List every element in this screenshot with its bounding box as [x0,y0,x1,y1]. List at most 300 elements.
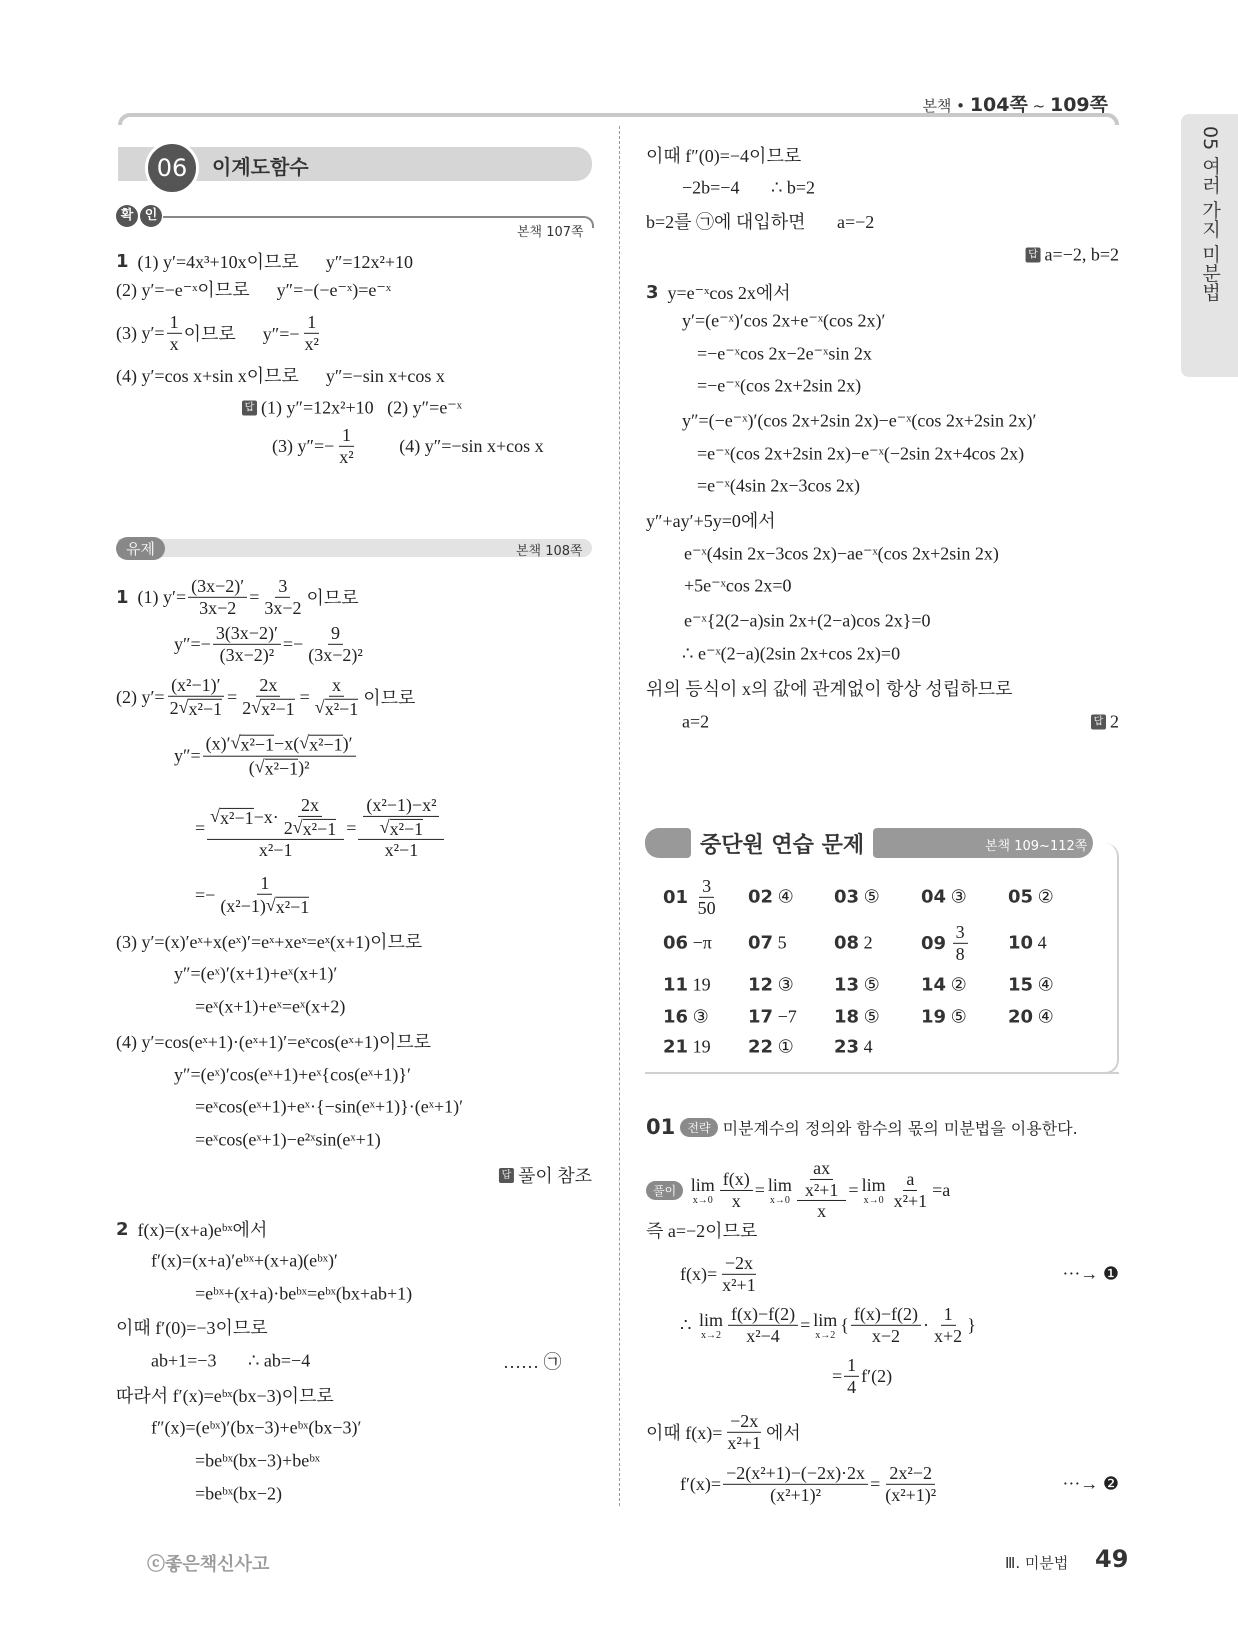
fraction [213,623,281,665]
denominator [336,447,356,468]
math-text: 따라서 f′(x)=eᵇˣ(bx−3)이므로 [116,1386,334,1406]
solution-line [242,398,462,419]
math-text: (3) y′=(x)′eˣ+x(eˣ)′=eˣ+xeˣ=eˣ(x+1)이므로 [116,932,423,952]
solution-line [116,312,324,354]
math-text: = [346,817,357,838]
math-text: )² [298,757,310,778]
problem-number: 07 [748,932,774,954]
denominator [695,898,719,919]
math-text: y″=(eˣ)′(x+1)+eˣ(x+1)′ [174,963,338,984]
solution-line [646,507,776,533]
math-text: (3x−2)′ [191,575,245,596]
math-text: (3x−2)² [219,644,275,665]
math-text: x² [339,446,354,467]
denominator [382,840,422,861]
denominator [167,696,225,719]
denominator [882,1485,939,1506]
limit-subscript: x→0 [692,1194,713,1206]
solution-line [697,476,860,497]
math-text: =beᵇˣ(bx−3)+beᵇˣ [195,1450,320,1471]
math-text: y″=(eˣ)′cos(eˣ+1)+eˣ{cos(eˣ+1)}′ [174,1064,411,1085]
math-text: …… ㉠ [503,1352,562,1372]
problem-number: 22 [748,1036,774,1058]
solution-line [272,425,544,467]
solution-line [834,887,880,908]
section-title: 이계도함수 [212,155,309,179]
math-text: 즉 a=−2이므로 [646,1221,758,1241]
numerator [298,795,322,817]
fraction [167,675,225,719]
radicand: √ x²−1 [309,734,343,755]
math-text: 에서 [765,1423,801,1443]
math-text: = [299,686,310,707]
solution-line [748,1007,797,1028]
answer-icon: 답 [242,401,257,416]
range-end: 109쪽 [1049,94,1108,116]
numerator [886,1463,935,1485]
problem-number: 04 [921,886,947,908]
math-text: (4) y″=−sin x+cos x [358,435,544,456]
limit-operator: lim [813,1309,838,1330]
math-text: ④ [1033,1006,1054,1027]
math-text: (x)′ [205,733,231,754]
denominator [312,696,361,719]
section-number: 06 [145,141,199,195]
problem-number: 14 [921,974,947,996]
solution-line [680,1463,941,1505]
problem-number: 11 [663,974,689,996]
math-text: a=−2, b=2 [1044,244,1119,265]
math-text: 1 [169,311,179,332]
math-text: 3x−2 [264,597,302,618]
square-root [210,806,253,829]
solution-line [116,276,391,302]
limit [699,1310,723,1341]
solution-line [697,444,1024,465]
numerator [723,1463,868,1485]
math-text: 1 [943,1303,953,1324]
math-text: 4 [1033,932,1047,953]
fraction [797,1158,847,1222]
solution-line [646,1411,801,1453]
math-text: 19 [688,1036,711,1057]
denominator [261,598,304,619]
solution-line [116,928,422,954]
math-text: =eˣcos(eˣ+1)−e²ˣsin(eˣ+1) [195,1129,381,1150]
math-text: (2) y′= [116,686,165,707]
fraction [719,1253,759,1295]
fraction [281,795,339,839]
square-root [299,733,342,756]
math-text: 5 [773,932,787,953]
math-text: x²+1 [727,1432,761,1453]
solution-line [684,576,792,597]
solution-line [116,248,413,274]
math-text: x²+1 [804,1179,839,1200]
math-text: =eᵇˣ+(x+a)·beᵇˣ=eᵇˣ(bx+ab+1) [195,1283,413,1304]
math-text: { [840,1314,849,1335]
denominator [196,598,239,619]
solution-line [195,1451,320,1472]
math-text: 1 [260,872,270,893]
math-text: =a [932,1179,951,1200]
numerator [213,623,281,645]
math-text: y″= [174,745,201,766]
math-text: = [800,1314,811,1335]
math-text: } [967,1314,976,1335]
numerator [257,873,272,895]
fraction [844,1355,859,1397]
math-text: f″(x)=(eᵇˣ)′(bx−3)+eᵇˣ(bx−3)′ [151,1417,362,1438]
problem-number: 16 [663,1006,689,1028]
solution-line [195,795,446,861]
fraction [188,576,247,618]
math-text: ③ [946,886,967,907]
math-text: x [817,1201,827,1222]
math-text: 이므로 [306,588,359,608]
math-text: −π [688,932,712,953]
numerator [728,1304,798,1326]
solution-line [832,1355,892,1397]
denominator [844,1377,859,1398]
math-text: 19 [688,974,711,995]
solution-line [682,178,815,199]
practice-ref: 본책 109~112쪽 [985,839,1088,854]
solution-line [682,644,900,665]
math-text: (x²+1)² [770,1484,822,1505]
problem-number: 01 [663,886,689,908]
math-text: 3 [278,575,288,596]
math-text: =− [282,633,304,654]
math-text: = [195,817,206,838]
limit-operator: lim [698,1309,723,1330]
answer-icon: 답 [1091,715,1106,730]
math-text: (1) y″=12x²+10 (2) y″=e⁻ˣ [261,397,463,418]
math-text: y″=(−e⁻ˣ)′(cos 2x+2sin 2x)−e⁻ˣ(cos 2x+2sin 2x)′ [682,410,1037,431]
fraction [336,425,356,467]
label-pill: 풀이 [646,1181,683,1200]
solution-line [116,675,415,719]
top-rule [118,113,1119,125]
math-text: y″+ay′+5y=0에서 [646,511,776,531]
answer-icon: 답 [1026,248,1041,263]
numerator [168,675,223,697]
solution-line [646,279,791,305]
solution-line [174,964,337,985]
solution-line [195,873,314,917]
denominator [729,1191,744,1212]
math-text: 2 [242,697,252,718]
denominator [869,1326,903,1347]
math-text: 풀이 참조 [517,1166,592,1186]
math-text: x²−1 [258,840,293,861]
math-text: 이때 f′(0)=−3이므로 [116,1318,268,1338]
math-text: 이므로 [363,687,416,708]
solution-line [1008,933,1047,954]
denominator [256,840,296,861]
math-text: = [227,686,238,707]
check-ref: 본책 107쪽 [517,225,584,240]
page-number: 49 [1095,1545,1129,1573]
solution-line [921,887,967,908]
square-root [380,817,423,840]
math-text: −2(x²+1)−(−2x)·2x [726,1462,866,1483]
solution-line [921,922,970,964]
math-text: 3x−2 [199,597,237,618]
problem-number: 20 [1008,1006,1034,1028]
numerator [699,876,714,898]
limit [691,1175,715,1206]
problem-number: 1 [116,250,129,272]
solution-line [748,933,787,954]
solution-line [697,344,872,365]
math-text: 1 [307,311,317,332]
denominator [767,1485,824,1506]
solution-line [680,1253,761,1295]
numerator [363,795,439,817]
problem-number: 01 [646,1115,676,1139]
math-text: (x²−1)−x² [366,794,437,815]
denominator [167,334,182,355]
problem-number: 2 [116,1218,129,1240]
math-text: 2 [283,817,293,838]
numerator [188,576,247,598]
math-text: f(x)−f(2) [730,1303,796,1324]
denominator [814,1201,829,1222]
radicand: √ x²−1 [302,818,337,839]
problem-number: 18 [834,1006,860,1028]
math-text: ···→ ❷ [1062,1473,1119,1494]
math-text: =−e⁻ˣcos 2x−2e⁻ˣsin 2x [697,343,872,364]
math-text: x [169,333,179,354]
math-text: a=2 [682,711,710,732]
problem-number: 19 [921,1006,947,1028]
solution-line [646,1217,757,1243]
limit-subscript: x→0 [863,1194,884,1206]
fraction [305,623,366,665]
math-text: (3) y′= [116,322,165,343]
numerator [203,733,356,757]
math-text: =e⁻ˣ(4sin 2x−3cos 2x) [697,475,860,496]
math-text: −2x [724,1252,753,1273]
fraction [207,795,344,861]
solution-line [834,1007,880,1028]
denominator [953,944,968,965]
solution-line [663,1037,711,1058]
math-text: ② [1033,886,1054,907]
solution-line [151,1251,338,1272]
solution-line [116,362,445,388]
math-text: −2b=−4 ∴ b=2 [682,177,816,198]
math-text: 4 [859,1036,873,1057]
math-text: (1) y′=4x³+10x이므로 y″=12x²+10 [128,252,414,272]
fraction [312,675,361,719]
problem-number: 15 [1008,974,1034,996]
math-text: ④ [773,886,794,907]
math-text: = [832,1365,843,1386]
solution-line [1008,975,1054,996]
math-text: x² [304,333,319,354]
example-ref: 본책 108쪽 [516,544,583,559]
radicand: √ x²−1 [240,734,275,755]
solution-line [748,975,794,996]
problem-number: 21 [663,1036,689,1058]
denominator [891,1191,931,1212]
math-text: x²−4 [746,1325,780,1346]
solution-line [697,376,861,397]
math-text: = [848,1179,859,1200]
solution-line [174,733,358,780]
math-text: =e⁻ˣ(cos 2x+2sin 2x)−e⁻ˣ(−2sin 2x+4cos 2x) [697,443,1025,464]
solution-line [834,933,873,954]
solution-line [663,876,721,918]
math-text: ③ [688,1006,709,1027]
math-text: ④ [1033,974,1054,995]
math-text: 50 [697,897,716,918]
solution-line [748,887,794,908]
denominator [305,645,366,666]
math-text: ⑤ [859,1006,880,1027]
math-text: ∴ [680,1314,696,1335]
check-badge-char: 확 [116,205,138,227]
solution-line [195,1284,412,1305]
numerator [207,795,344,840]
fraction [167,312,182,354]
solution-line [684,611,931,632]
solution-line [646,1115,1078,1139]
limit-subscript: x→0 [769,1194,790,1206]
denominator [719,1275,759,1296]
problem-number: 10 [1008,932,1034,954]
problem-number: 09 [921,932,947,954]
denominator [246,757,313,780]
math-text: 이므로 y″=− [183,324,300,344]
numerator [844,1355,859,1377]
fraction [358,795,444,861]
example-badge: 유제 [116,537,165,560]
math-text: (3x−2)² [308,644,363,665]
practice-box-bottom [645,1072,1119,1074]
numerator [903,1169,917,1191]
radicand: √ x²−1 [220,807,254,828]
denominator [281,817,339,840]
solution-line [195,997,345,1018]
solution-line [116,576,359,618]
limit [813,1310,837,1341]
math-text: f(x)= [680,1263,718,1284]
math-text: x [332,674,342,695]
math-text: y=e⁻ˣcos 2x에서 [658,283,791,303]
numerator [256,675,280,697]
solution-line [834,975,880,996]
radicand: √ x²−1 [275,896,310,917]
numerator [727,1411,761,1433]
denominator [302,334,322,355]
math-text: · [923,1314,930,1335]
check-badge [116,205,162,227]
solution-line [174,1065,411,1086]
practice-tab-left [645,828,691,858]
math-text: 1 [342,424,351,445]
solution-line [663,1007,709,1028]
fraction [695,876,719,918]
numerator [810,1158,833,1180]
math-text [946,933,951,954]
numerator [953,922,968,944]
problem-number: 06 [663,932,689,954]
radicand: √ x²−1 [261,698,295,719]
math-text: =eˣ(x+1)+eˣ=eˣ(x+2) [195,996,346,1017]
math-text: ② [946,974,967,995]
solution-line [503,1348,562,1374]
solution-line [646,1158,950,1222]
math-text: 2x [300,794,319,815]
math-text: f′(2) [861,1365,893,1386]
math-text: x−2 [871,1325,901,1346]
solution-line [680,1304,976,1346]
problem-number: 13 [834,974,860,996]
math-text: 2 [1110,711,1119,732]
limit-operator: lim [690,1174,715,1195]
math-text: 미분계수의 정의와 함수의 몫의 미분법을 이용한다. [717,1118,1078,1138]
math-text: ⑤ [859,886,880,907]
math-text: ③ [773,974,794,995]
square-root [293,817,336,840]
check-badge-char: 인 [140,205,162,227]
denominator [217,645,278,666]
math-text: e⁻ˣ{2(2−a)sin 2x+(2−a)cos 2x}=0 [684,610,931,631]
math-text: (x²−1) [220,895,266,916]
square-root [251,696,294,719]
denominator [743,1326,783,1347]
problem-number: 1 [116,586,129,608]
solution-line [116,1216,267,1242]
math-text: x [731,1190,741,1211]
math-text: x+2 [934,1325,963,1346]
denominator [217,894,312,917]
fraction [239,675,297,719]
math-text: 2 [859,932,873,953]
chapter-title: 05 여러 가지 미분법 [1199,126,1221,302]
math-text [683,1180,688,1201]
solution-line [682,411,1036,432]
limit [862,1175,886,1206]
unit-label: Ⅲ. 미분법 [1005,1554,1069,1572]
math-text: 2x [259,674,278,695]
solution-line [834,1037,873,1058]
math-text [688,887,693,908]
math-text: ···→ ❶ [1062,1263,1119,1284]
fraction [302,312,322,354]
math-text: =− [195,884,216,905]
math-text: 3 [955,921,965,942]
problem-number: 3 [646,281,659,303]
fraction [363,795,439,839]
math-text: x²+1 [722,1274,756,1295]
math-text: 9 [330,622,340,643]
denominator [239,696,297,719]
math-text: −x( [274,733,300,754]
range-tilde: ~ [1032,97,1046,115]
limit-operator: lim [861,1174,886,1195]
math-text: −2x [730,1410,759,1431]
solution-line [663,933,712,954]
solution-line [646,142,801,168]
solution-line [646,675,1012,701]
math-text: ① [773,1036,794,1057]
problem-number: 17 [748,1006,774,1028]
math-text: x²−1 [384,840,419,861]
